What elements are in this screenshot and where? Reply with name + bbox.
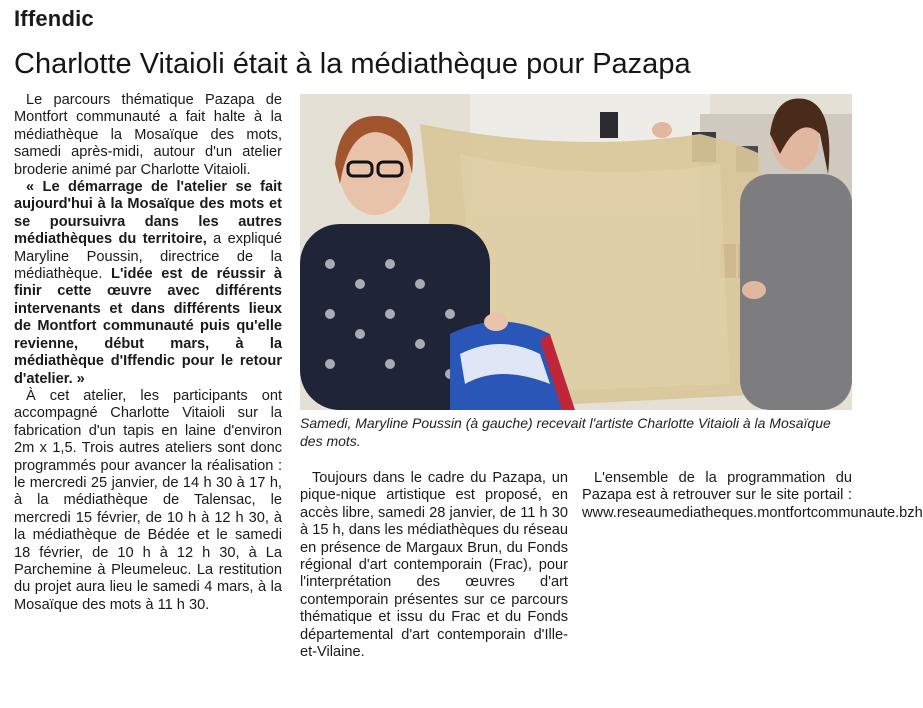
quote-bold-2: L'idée est de réussir à finir cette œuvre avec différents intervenants et dans différents lieux de Montfort communauté puis qu'elle revienne, début mars, à la médiathèque d'Iffendic pour le retour d'atelier. » xyxy=(14,266,282,387)
quote-paragraph xyxy=(14,179,282,388)
photo-hand xyxy=(652,122,672,138)
article-headline: Charlotte Vitaioli était à la médiathèque pour Pazapa xyxy=(14,48,691,80)
paragraph: À cet atelier, les participants ont accompagné Charlotte Vitaioli sur la fabrication d'un tapis en laine d'environ 2m x 1,5. Trois autres ateliers sont donc programmés pour avancer la réalisation : le mercredi 25 janvier, de 14 h 30 à 17 h, à la médiathèque de Talensac, le mercredi 15 février, de 10 h à 12 h 30, à la médiathèque de Bédée et le samedi 18 février, de 10 h à 12 h 30, à La Parchemine à Pleumeleuc. La restitution du projet aura lieu le samedi 4 mars, à la Mosaïque des mots à 11 h 30. xyxy=(14,387,282,613)
paragraph: Le parcours thématique Pazapa de Montfort communauté a fait halte à la médiathèque la Mosaïque des mots, samedi après-midi, autour d'un atelier broderie animé par Charlotte Vitaioli. xyxy=(14,92,282,178)
paragraph: L'ensemble de la programmation du Pazapa est à retrouver sur le site portail : www.reseaumediatheques.montfortcommunaute.bzh xyxy=(582,470,923,521)
article-column-3 xyxy=(582,470,923,522)
photo-hand xyxy=(484,313,508,331)
photo-hand xyxy=(742,281,766,299)
article-photo xyxy=(300,94,852,410)
photo-caption: Samedi, Maryline Poussin (à gauche) recevait l'artiste Charlotte Vitaioli à la Mosaïque des mots. xyxy=(300,415,831,449)
article-kicker: Iffendic xyxy=(14,6,94,31)
article-column-2 xyxy=(300,470,568,661)
photo-book xyxy=(600,112,618,138)
photo-illustration xyxy=(300,94,852,410)
quote-attribution: a expliqué Maryline Poussin, directrice de la médiathèque. xyxy=(14,231,283,283)
article-column-1 xyxy=(14,92,282,614)
quote-bold-1: « Le démarrage de l'atelier se fait aujourd'hui à la Mosaïque des mots et se poursuivra dans les autres médiathèques du territoire, xyxy=(14,179,282,248)
paragraph: Toujours dans le cadre du Pazapa, un pique-nique artistique est proposé, en accès libre, samedi 28 janvier, de 11 h 30 à 15 h, dans les médiathèques du réseau en présence de Margaux Brun, du Fonds régional d'art contemporain (Frac), pour l'interprétation des œuvres d'art contemporain présentes sur ce parcours thématique et issu du Frac et du Fonds départemental d'art contemporain d'Ille-et-Vilaine. xyxy=(300,470,568,661)
